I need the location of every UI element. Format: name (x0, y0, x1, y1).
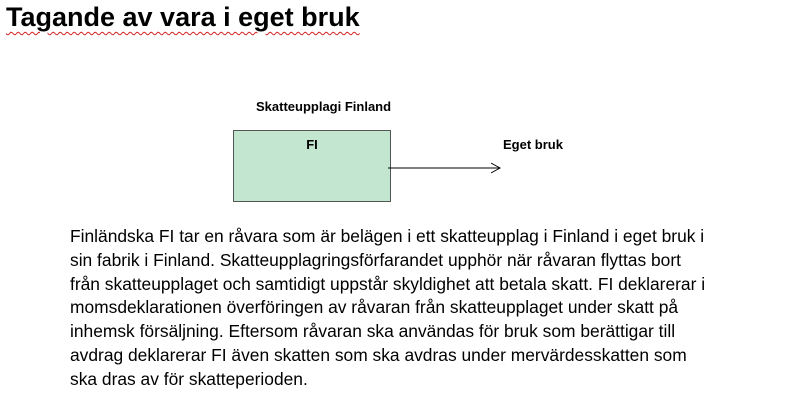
paragraph-line: avdrag deklarerar FI även skatten som ska avdras under mervärdesskatten som (70, 344, 687, 365)
slide-title: Tagande av vara i eget bruk (6, 2, 360, 32)
paragraph-line: Finländska FI tar en råvara som är belägen i ett skatteupplag i Finland i eget bruk i (70, 226, 705, 246)
paragraph-line: momsdeklarationen överföringen av råvaran från skatteupplaget under skatt på (70, 297, 679, 318)
box-label: FI (306, 137, 318, 152)
body-paragraph (70, 225, 798, 392)
box-caption: Skatteupplagi Finland (256, 99, 392, 114)
paragraph-line: inhemsk försäljning. Eftersom råvaran ska användas för bruk som berättigar till (70, 321, 676, 342)
paragraph-line: sin fabrik i Finland. Skatteupplagringsförfarandet upphör när råvaran flyttas bort (70, 249, 681, 270)
paragraph-line: från skatteupplaget och samtidigt uppstår skyldighet att betala skatt. FI deklarerar i (70, 273, 706, 294)
paragraph-line: ska dras av för skatteperioden. (70, 368, 308, 389)
arrow-label: Eget bruk (503, 137, 563, 152)
